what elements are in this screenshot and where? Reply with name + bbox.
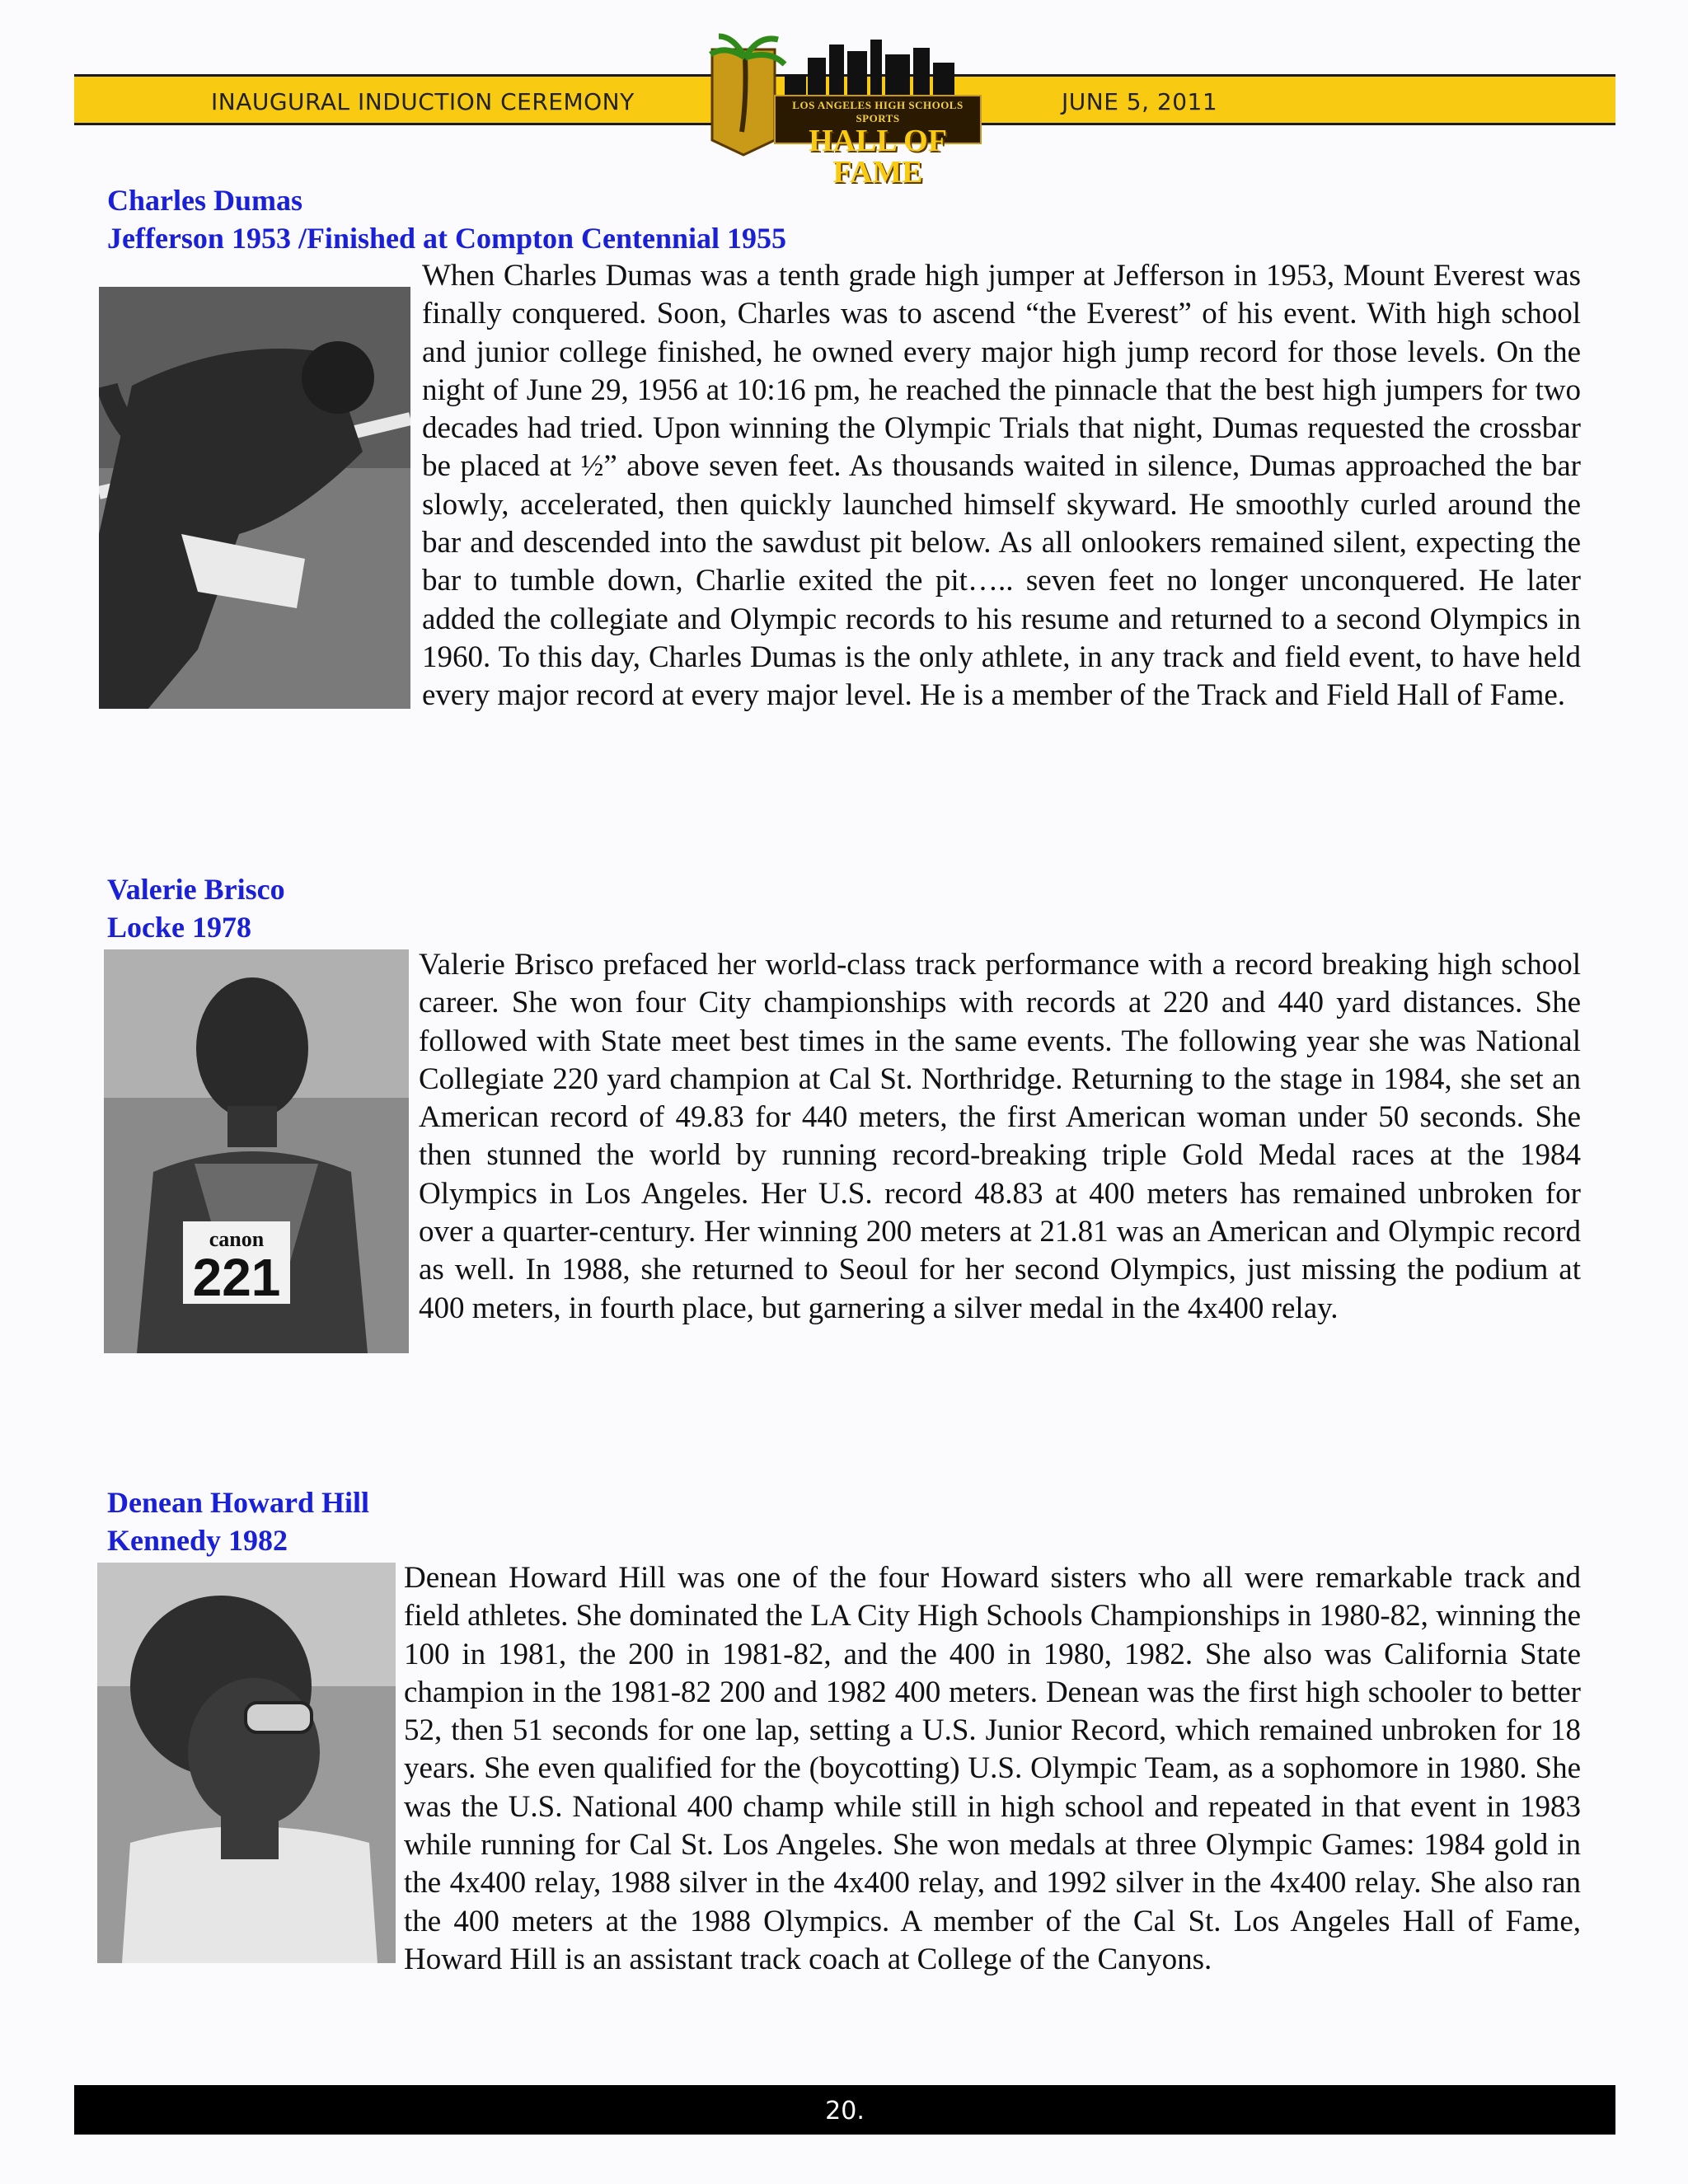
- inductee-photo: [104, 949, 409, 1353]
- inductee-section: [107, 870, 1581, 1353]
- page-number: 20.: [825, 2097, 865, 2125]
- inductee-section: [107, 181, 1581, 715]
- inductee-section: [107, 1483, 1581, 1979]
- inductee-name: Denean Howard Hill: [107, 1486, 370, 1519]
- inductee-bio: Valerie Brisco prefaced her world-class track performance with a record breaking high school career. She won four City championships with records at 220 and 440 yard distances. She followed with State meet best times in the same events. The following year she was National Collegiate 220 yard champion at Cal St. Northridge. Returning to the stage in 1984, she set an American record of 49.83 for 440 meters, the first American woman under 50 seconds. She then stunned the world by running record-breaking triple Gold Medal races at the 1984 Olympics in Los Angeles. Her U.S. record 48.83 at 400 meters has remained unbroken for over a quarter-century. Her winning 200 meters at 21.81 was an American and Olympic record as well. In 1988, she returned to Seoul for her second Olympics, just missing the podium at 400 meters, in fourth place, but garnering a silver medal in the 4x400 relay.: [419, 948, 1581, 1325]
- inductee-name: Charles Dumas: [107, 184, 303, 217]
- ceremony-title: INAUGURAL INDUCTION CEREMONY: [211, 88, 635, 115]
- ceremony-date: JUNE 5, 2011: [1062, 88, 1218, 115]
- inductee-photo: [99, 287, 410, 709]
- footer-bar: [74, 2085, 1615, 2135]
- bib-brand: canon: [209, 1227, 265, 1251]
- inductee-bio: When Charles Dumas was a tenth grade high jumper at Jefferson in 1953, Mount Everest was finally conquered. Soon, Charles was to ascend “the Everest” of his event. With high school and junior college finished, he owned every major high jump record for those levels. On the night of June 29, 1956 at 10:16 pm, he reached the pinnacle that the best high jumpers for two decades had tried. Upon winning the Olympic Trials that night, Dumas requested the crossbar be placed at ½” above seven feet. As thousands waited in silence, Dumas approached the bar slowly, accelerated, then quickly launched himself skyward. He smoothly curled around the bar and descended into the sawdust pit below. As all onlookers remained silent, expecting the bar to tumble down, Charlie exited the pit….. seven feet no longer unconquered. He later added the collegiate and Olympic records to his resume and returned to a second Olympics in 1960. To this day, Charles Dumas is the only athlete, in any track and field event, to have held every major record at every major level. He is a member of the Track and Field Hall of Fame.: [422, 259, 1581, 713]
- logo-title: HALL OF FAME: [809, 124, 947, 190]
- inductee-name: Valerie Brisco: [107, 873, 285, 906]
- inductee-school: Locke 1978: [107, 911, 251, 944]
- inductee-bio: Denean Howard Hill was one of the four Howard sisters who all were remarkable track and field athletes. She dominated the LA City High Schools Championships in 1980-82, winning the 100 in 1981, the 200 in 1981-82, and the 400 in 1980, 1982. She also was California State champion in the 1981-82 200 and 1982 400 meters. Denean was the first high schooler to better 52, then 51 seconds for one lap, setting a U.S. Junior Record, which remained unbroken for 18 years. She even qualified for the (boycotting) U.S. Olympic Team, as a sophomore in 1980. She was the U.S. National 400 champ while still in high school and repeated in that event in 1983 while running for Cal St. Los Angeles. She won medals at three Olympic Games: 1984 gold in the 4x400 relay, 1988 silver in the 4x400 relay, and 1992 silver in the 4x400 relay. She also ran the 400 meters at the 1988 Olympics. A member of the Cal St. Los Angeles Hall of Fame, Howard Hill is an assistant track coach at College of the Canyons.: [404, 1561, 1581, 1976]
- bib-number: 221: [192, 1248, 281, 1307]
- logo-subtitle: LOS ANGELES HIGH SCHOOLS SPORTS: [792, 99, 964, 124]
- hall-of-fame-logo: [709, 33, 986, 190]
- inductee-school: Kennedy 1982: [107, 1524, 288, 1557]
- inductee-photo: [97, 1563, 396, 1963]
- logo-text: [775, 99, 981, 188]
- inductee-school: Jefferson 1953 /Finished at Compton Centennial 1955: [107, 222, 787, 255]
